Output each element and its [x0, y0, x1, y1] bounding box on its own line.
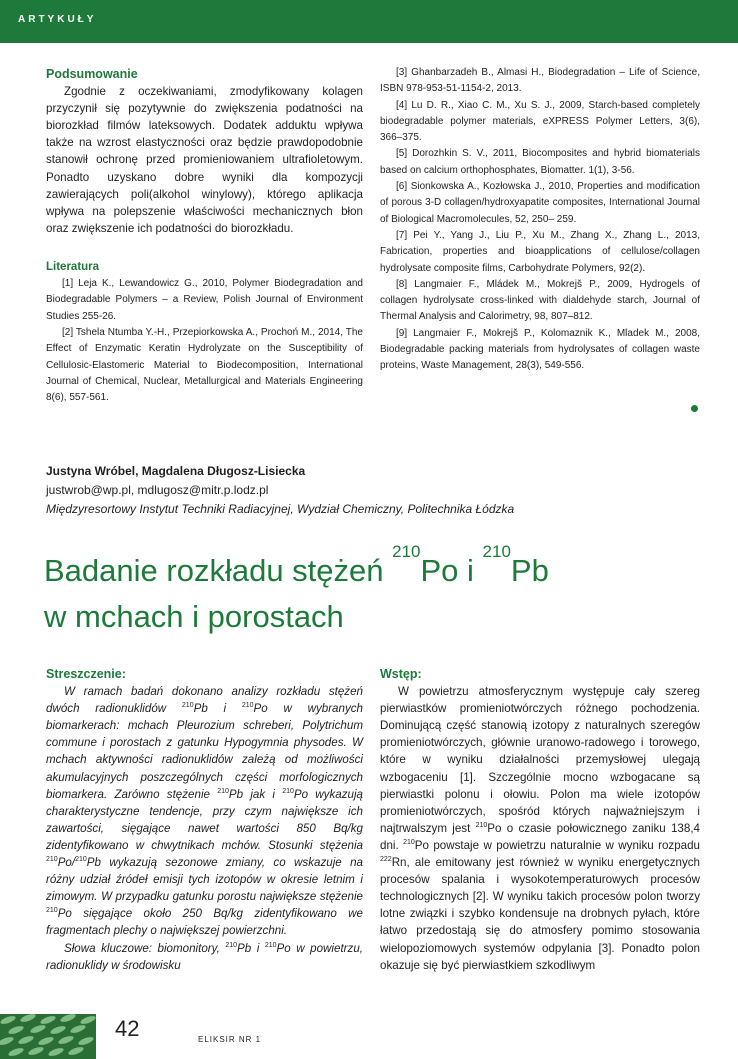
section-label: ARTYKUŁY — [18, 14, 97, 25]
abstract-column — [46, 666, 363, 974]
reference-item: [9] Langmaier F., Mokrejš P., Kolomaznik K., Mladek M., 2008, Biodegradable packing materials from hydrolysates of collagen waste proteins, Waste Management, 28(3), 549-556. — [380, 327, 700, 372]
reference-item: [2] Tshela Ntumba Y.-H., Przepiorkowska A., Prochoń M., 2014, The Effect of Enzymatic Keratin Hydrolyzate on the Susceptibility of Cellulosic-Elastomeric Material to Biodecomposition, International Journal of Chemical, Nuclear, Metallurgical and Materials Engineering 8(6), 557-561. — [46, 326, 363, 404]
reference-item: [3] Ghanbarzadeh B., Almasi H., Biodegradation – Life of Science, ISBN 978-953-51-1154-2, 2013. — [380, 67, 700, 95]
intro-column — [380, 666, 700, 974]
references-right — [380, 65, 700, 375]
references-left — [46, 276, 363, 406]
intro-text: W powietrzu atmosferycznym występuje cały szereg pierwiastków promieniotwórczych różnego pochodzenia. Dominującą część stanowią izotopy z naturalnych szeregów promieniotwórczych, głównie uranowo-radowego i torowego, które w wyniku działalności przemysłowej ulegają wzbogaceniu [1]. Szczególnie mocno wzbogacane są pierwiastki polonu i ołowiu. Polon ma wiele izotopów promieniotwórczych, spośród których najważniejszym i najtrwalszym jest $^{210}$Po o czasie połowicznego zaniku 138,4 dni. $^{210}$Po powstaje w powietrzu naturalnie w wyniku rozpadu $^{222}$Rn, ale emitowany jest również w wyniku energetycznych procesów spalania i wysokotemperaturowych procesów technologicznych [2]. W wyniku takich procesów polon tworzy lotne związki i szybko kondensuje na drobnych pyłach, które łatwo przedostają się do atmosfery pomimo stosowania wielopoziomowych systemów odpylania [3]. Ponadto polon okazuje się być pierwiastkiem szkodliwym — [380, 685, 700, 972]
footer-decoration-icon — [0, 1014, 96, 1059]
keywords: Słowa kluczowe: biomonitory, $^{210}$Pb i $^{210}$Po w powietrzu, radionuklidy w środowisku — [46, 941, 363, 972]
intro-heading: Wstęp: — [380, 667, 422, 681]
page-number: 42 — [115, 1016, 140, 1041]
summary-heading: Podsumowanie — [46, 67, 138, 81]
article-title: Badanie rozkładu stężeń $^{210}$Po i $^{210}$Pb w mchach i porostach — [44, 542, 549, 634]
end-of-article-dot-icon — [691, 405, 698, 412]
summary-column — [46, 66, 363, 406]
abstract-heading: Streszczenie: — [46, 667, 126, 681]
literature-heading: Literatura — [46, 260, 100, 273]
reference-item: [8] Langmaier F., Mládek M., Mokrejš P., 2009, Hydrogels of collagen hydrolysate cross-linked with dialdehyde starch, Journal of Thermal Analysis and Calorimetry, 98, 807–812. — [380, 278, 700, 323]
journal-name: ELIKSIR NR 1 — [198, 1035, 262, 1044]
reference-item: [1] Leja K., Lewandowicz G., 2010, Polymer Biodegradation and Biodegradable Polymers – a Review, Polish Journal of Environment Studies 255-26. — [46, 278, 363, 322]
abstract-text: W ramach badań dokonano analizy rozkładu stężeń dwóch radionuklidów $^{210}$Pb i $^{210}$Po w wybranych biomarkerach: mchach Pleurozium schreberi, Polytrichum commune i porostach z gatunku Hypogymnia physodes. W mchach aktywności radionuklidów zależą od możliwości akumulacyjnych poszczególnych części morfologicznych biomarkera. Zarówno stężenie $^{210}$Pb jak i $^{210}$Po wykazują charakterystyczne tendencje, przy czym największe ich zawartości, sięgające nawet wartości 850 Bq/kg zidentyfikowano w chwytnikach mchów. Stosunki stężenia $^{210}$Po/$^{210}$Pb wykazują sezonowe zmiany, co wskazuje na różny udział źródeł emisji tych izotopów w okresie letnim i zimowym. W przypadku gatunku porostu największe stężenie $^{210}$Po sięgające około 250 Bq/kg zidentyfikowano we fragmentach plechy o największej powierzchni. — [46, 685, 363, 938]
author-emails: justwrob@wp.pl, mdlugosz@mitr.p.lodz.pl — [46, 483, 269, 497]
author-block — [46, 462, 514, 519]
reference-item: [5] Dorozhkin S. V., 2011, Biocomposites and hybrid biomaterials based on calcium orthophosphates, Biomatter. 1(1), 3-56. — [380, 148, 700, 176]
reference-item: [7] Pei Y., Yang J., Liu P., Xu M., Zhang X., Zhang L., 2013, Fabrication, properties and bioapplications of cellulose/collagen hydrolysate composite films, Carbohydrate Polymers, 92(2). — [380, 229, 700, 274]
section-header-bar — [0, 0, 738, 43]
author-affiliation: Międzyresortowy Instytut Techniki Radiacyjnej, Wydział Chemiczny, Politechnika Łódzka — [46, 502, 515, 516]
reference-item: [6] Sionkowska A., Kozłowska J., 2010, Properties and modification of porous 3-D collagen/hydroxyapatite composites, International Journal of Biological Macromolecules, 52, 250– 259. — [380, 181, 700, 225]
author-names: Justyna Wróbel, Magdalena Długosz-Lisiecka — [46, 464, 306, 478]
summary-text: Zgodnie z oczekiwaniami, zmodyfikowany kolagen przyczynił się pozytywnie do zwiększenia podatności na biorozkład filmów lateksowych. Dodatek adduktu wpływa także na wzrost elastyczności oraz będzie prawdopodobnie stanowił ochronę przed promieniowaniem ultrafioletowym. Ponadto uzyskano dobre wyniki dla kompozycji zawierających poli(alkohol winylowy), którego aplikacja wpływa na polepszenie właściwości mechanicznych błon oraz zwiększenie ich podatności do biorozkładu. — [46, 85, 363, 235]
reference-item: [4] Lu D. R., Xiao C. M., Xu S. J., 2009, Starch-based completely biodegradable polymer materials, eXPRESS Polymer Letters, 3(6), 366–375. — [380, 99, 700, 144]
